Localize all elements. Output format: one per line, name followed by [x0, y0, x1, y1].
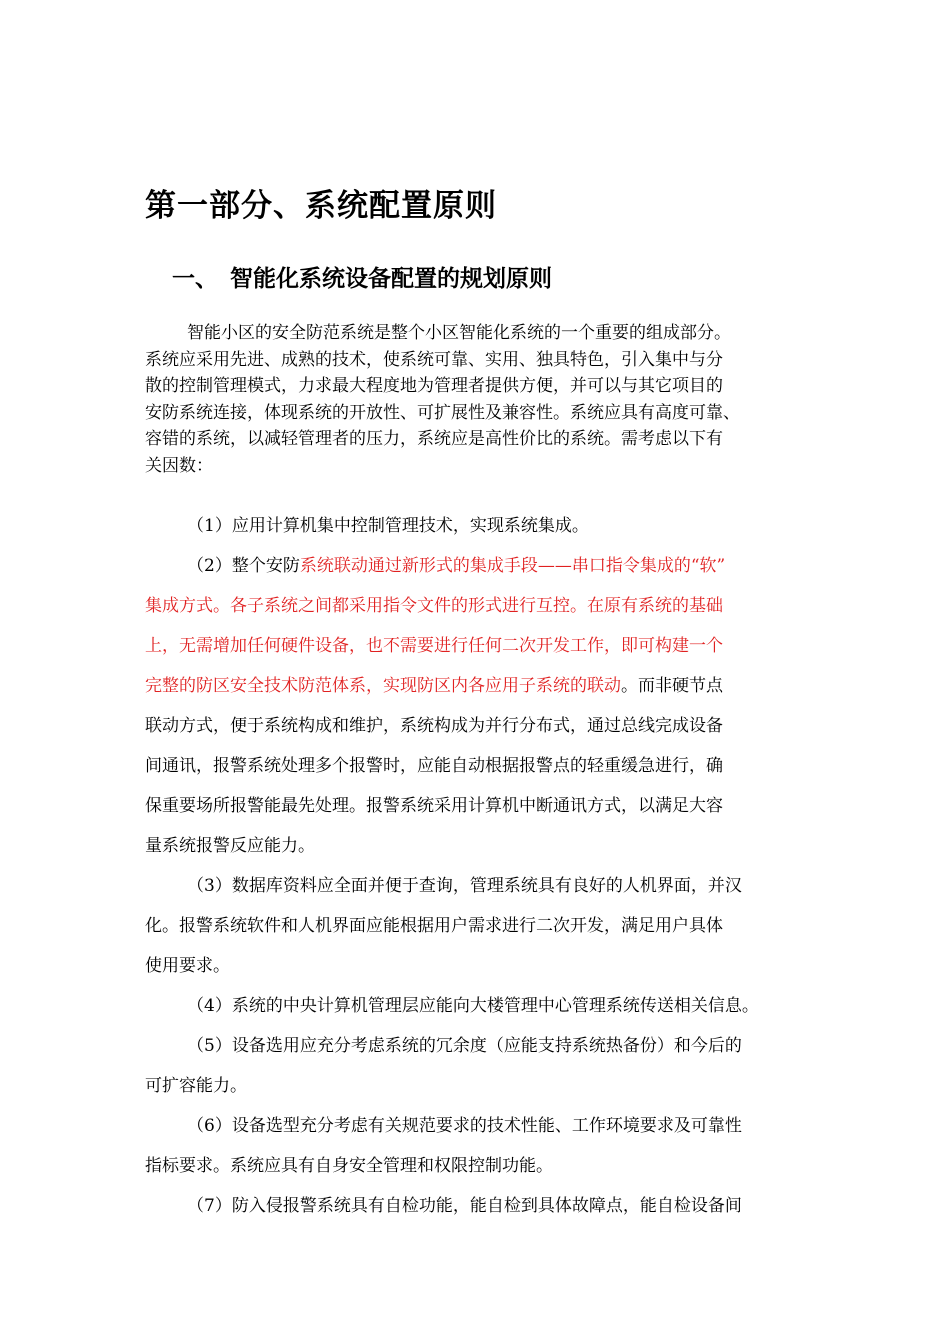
item-2-line: 量系统报警反应能力。: [145, 836, 315, 856]
item-2-highlight-line: 集成方式。各子系统之间都采用指令文件的形式进行互控。在原有系统的基础: [145, 596, 723, 616]
item-2-line-4: [145, 666, 815, 706]
item-2-suffix: 。而非硬节点: [621, 676, 723, 696]
item-2-line-1: [145, 546, 815, 586]
item-6-line: 指标要求。系统应具有自身安全管理和权限控制功能。: [145, 1156, 553, 1176]
item-2-highlight: 完整的防区安全技术防范体系，实现防区内各应用子系统的联动: [145, 676, 621, 696]
requirements-list: [145, 506, 815, 1226]
section-heading: 第一部分、系统配置原则: [145, 188, 497, 224]
item-1: （1）应用计算机集中控制管理技术，实现系统集成。: [187, 516, 589, 536]
item-3-line: 使用要求。: [145, 956, 230, 976]
subsection-title: 智能化系统设备配置的规划原则: [230, 266, 552, 292]
intro-line: 系统应采用先进、成熟的技术，使系统可靠、实用、独具特色，引入集中与分: [145, 349, 723, 370]
intro-line: 容错的系统，以减轻管理者的压力，系统应是高性价比的系统。需考虑以下有: [145, 429, 723, 449]
intro-line: 关因数：: [145, 455, 213, 476]
item-2-highlight-line: 上，无需增加任何硬件设备，也不需要进行任何二次开发工作，即可构建一个: [145, 636, 723, 656]
item-2-highlight: 系统联动通过新形式的集成手段——串口指令集成的“软”: [299, 556, 726, 576]
intro-line: 智能小区的安全防范系统是整个小区智能化系统的一个重要的组成部分。: [187, 323, 731, 343]
item-2-line: 间通讯，报警系统处理多个报警时，应能自动根据报警点的轻重缓急进行，确: [145, 756, 723, 776]
item-2-line: 联动方式，便于系统构成和维护，系统构成为并行分布式，通过总线完成设备: [145, 716, 723, 736]
intro-paragraph: [145, 320, 815, 479]
item-3-line: 化。报警系统软件和人机界面应能根据用户需求进行二次开发，满足用户具体: [145, 916, 723, 936]
item-2-line: 保重要场所报警能最先处理。报警系统采用计算机中断通讯方式，以满足大容: [145, 796, 723, 816]
intro-line: 散的控制管理模式，力求最大程度地为管理者提供方便，并可以与其它项目的: [145, 376, 723, 396]
item-5-line: 可扩容能力。: [145, 1076, 247, 1096]
item-5-line: （5）设备选用应充分考虑系统的冗余度（应能支持系统热备份）和今后的: [187, 1036, 742, 1056]
item-6-line: （6）设备选型充分考虑有关规范要求的技术性能、工作环境要求及可靠性: [187, 1116, 742, 1136]
item-4: （4）系统的中央计算机管理层应能向大楼管理中心管理系统传送相关信息。: [187, 996, 759, 1016]
intro-line: 安防系统连接，体现系统的开放性、可扩展性及兼容性。系统应具有高度可靠、: [145, 402, 740, 423]
item-2-prefix: （2）整个安防: [187, 556, 300, 576]
subsection-heading: [172, 260, 552, 293]
item-3-line: （3）数据库资料应全面并便于查询，管理系统具有良好的人机界面，并汉: [187, 876, 742, 896]
subsection-number: 一、: [172, 266, 218, 292]
item-7-line: （7）防入侵报警系统具有自检功能，能自检到具体故障点，能自检设备间: [187, 1196, 742, 1216]
